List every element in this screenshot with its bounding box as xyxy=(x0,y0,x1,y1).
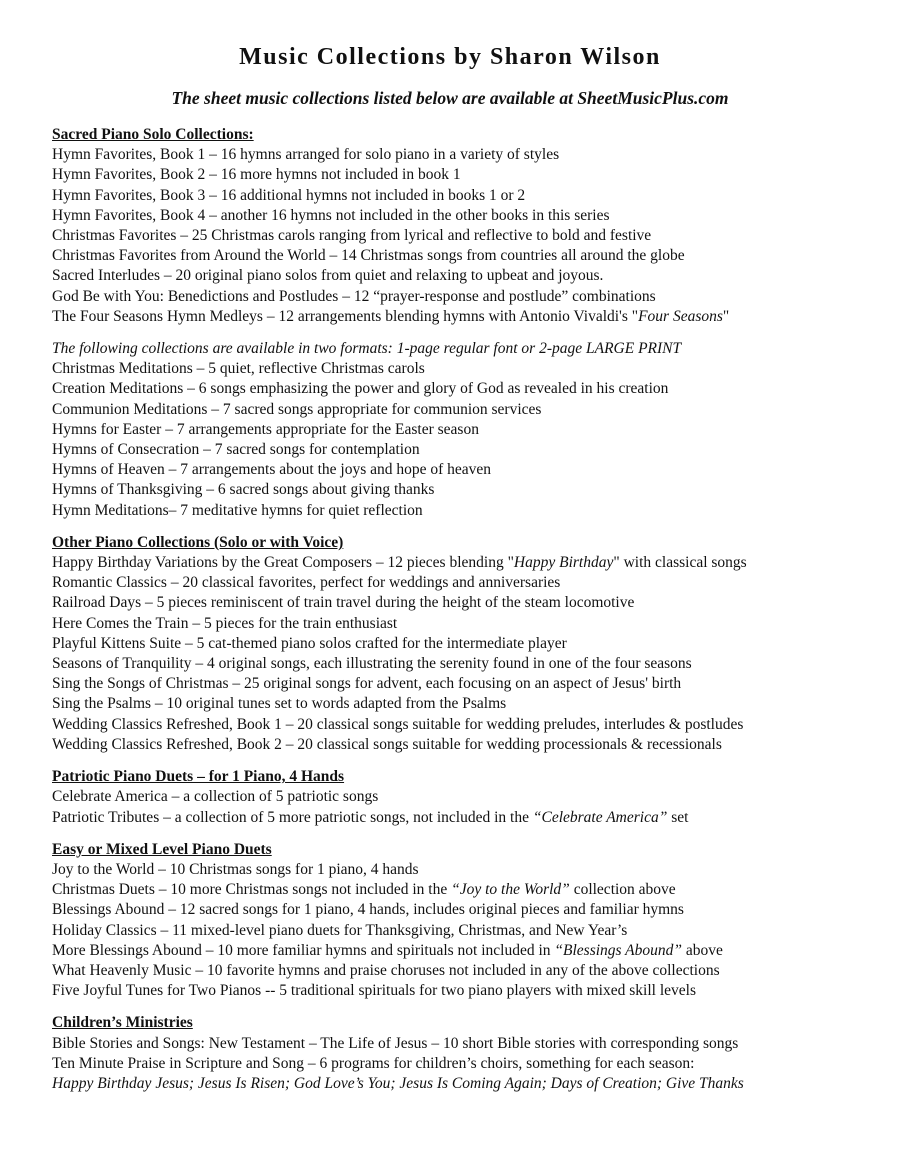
section-heading: Patriotic Piano Duets – for 1 Piano, 4 Hands xyxy=(52,768,345,786)
item-text: set xyxy=(667,808,689,826)
list-item: Joy to the World – 10 Christmas songs for 1 piano, 4 hands xyxy=(52,860,419,878)
list-item: Holiday Classics – 11 mixed-level piano duets for Thanksgiving, Christmas, and New Year’s xyxy=(52,921,628,939)
item-italic-title: Happy Birthday xyxy=(513,554,614,572)
item-text: Happy Birthday Variations by the Great Composers – 12 pieces blending " xyxy=(52,554,514,572)
list-item: What Heavenly Music – 10 favorite hymns and praise choruses not included in any of the above collections xyxy=(52,961,720,979)
section-formats xyxy=(52,339,872,521)
formats-note: The following collections are available in two formats: 1-page regular font or 2-page LARGE PRINT xyxy=(52,340,682,358)
list-item: Wedding Classics Refreshed, Book 2 – 20 classical songs suitable for wedding processionals & recessionals xyxy=(52,735,722,753)
list-item: Hymns of Heaven – 7 arrangements about the joys and hope of heaven xyxy=(52,461,492,479)
list-item: Wedding Classics Refreshed, Book 1 – 20 classical songs suitable for wedding preludes, interludes & postludes xyxy=(52,715,744,733)
section-heading: Children’s Ministries xyxy=(52,1014,193,1032)
item-text: above xyxy=(682,941,723,959)
list-item: Sing the Psalms – 10 original tunes set to words adapted from the Psalms xyxy=(52,695,507,713)
list-item: Playful Kittens Suite – 5 cat-themed piano solos crafted for the intermediate player xyxy=(52,634,567,652)
list-item: Hymn Favorites, Book 1 – 16 hymns arranged for solo piano in a variety of styles xyxy=(52,146,560,164)
item-text: Patriotic Tributes – a collection of 5 more patriotic songs, not included in the xyxy=(52,808,533,826)
list-item: Hymns of Thanksgiving – 6 sacred songs about giving thanks xyxy=(52,481,435,499)
page-subtitle: The sheet music collections listed below are available at SheetMusicPlus.com xyxy=(171,88,729,108)
section-children xyxy=(52,1013,872,1094)
list-item: Christmas Meditations – 5 quiet, reflective Christmas carols xyxy=(52,360,425,378)
list-item: Sing the Songs of Christmas – 25 original songs for advent, each focusing on an aspect of Jesus' birth xyxy=(52,675,682,693)
item-italic-title: “Blessings Abound” xyxy=(554,941,683,959)
list-item xyxy=(52,941,872,961)
list-item: Here Comes the Train – 5 pieces for the train enthusiast xyxy=(52,614,398,632)
section-heading: Sacred Piano Solo Collections: xyxy=(52,126,254,143)
program-titles: Happy Birthday Jesus; Jesus Is Risen; God Love’s You; Jesus Is Coming Again; Days of Creation; Give Thanks xyxy=(52,1074,744,1092)
item-text: Christmas Duets – 10 more Christmas songs not included in the xyxy=(52,881,452,899)
list-item: Bible Stories and Songs: New Testament – The Life of Jesus – 10 short Bible stories with corresponding songs xyxy=(52,1034,739,1052)
list-item xyxy=(52,808,872,828)
list-item xyxy=(52,880,872,900)
list-item: Hymn Favorites, Book 4 – another 16 hymns not included in the other books in this series xyxy=(52,206,610,224)
list-item: Romantic Classics – 20 classical favorites, perfect for weddings and anniversaries xyxy=(52,574,561,592)
list-item: Christmas Favorites – 25 Christmas carols ranging from lyrical and reflective to bold and festive xyxy=(52,227,652,245)
item-italic-title: “Celebrate America” xyxy=(532,808,668,826)
list-item: Seasons of Tranquility – 4 original songs, each illustrating the serenity found in one of the four seasons xyxy=(52,655,692,673)
section-other xyxy=(52,533,872,755)
list-item: Hymn Favorites, Book 3 – 16 additional hymns not included in books 1 or 2 xyxy=(52,186,526,204)
list-item: Sacred Interludes – 20 original piano solos from quiet and relaxing to upbeat and joyous. xyxy=(52,267,604,285)
section-sacred xyxy=(52,125,872,327)
list-item: Railroad Days – 5 pieces reminiscent of train travel during the height of the steam locomotive xyxy=(52,594,635,612)
list-item: Hymns for Easter – 7 arrangements appropriate for the Easter season xyxy=(52,420,479,438)
list-item: Christmas Favorites from Around the World – 14 Christmas songs from countries all around the globe xyxy=(52,247,685,265)
item-italic-title: Four Seasons xyxy=(638,307,723,325)
list-item: Hymns of Consecration – 7 sacred songs for contemplation xyxy=(52,441,420,459)
list-item xyxy=(52,553,872,573)
item-text: More Blessings Abound – 10 more familiar hymns and spirituals not included in xyxy=(52,941,555,959)
item-text: The Four Seasons Hymn Medleys – 12 arrangements blending hymns with Antonio Vivaldi's " xyxy=(52,307,639,325)
list-item: Hymn Favorites, Book 2 – 16 more hymns not included in book 1 xyxy=(52,166,461,184)
section-patriotic xyxy=(52,767,872,828)
section-heading: Other Piano Collections (Solo or with Voice) xyxy=(52,533,344,551)
list-item: Communion Meditations – 7 sacred songs appropriate for communion services xyxy=(52,400,542,418)
item-text: collection above xyxy=(569,881,676,899)
list-item: Creation Meditations – 6 songs emphasizing the power and glory of God as revealed in his creation xyxy=(52,380,669,398)
section-heading: Easy or Mixed Level Piano Duets xyxy=(52,840,272,858)
list-item: Five Joyful Tunes for Two Pianos -- 5 traditional spirituals for two piano players with mixed skill levels xyxy=(52,982,696,1000)
list-item: Celebrate America – a collection of 5 patriotic songs xyxy=(52,788,379,806)
document-body xyxy=(52,125,872,1106)
list-item: Hymn Meditations– 7 meditative hymns for quiet reflection xyxy=(52,501,423,519)
list-item: God Be with You: Benedictions and Postludes – 12 “prayer-response and postlude” combinations xyxy=(52,287,656,305)
list-item: Ten Minute Praise in Scripture and Song – 6 programs for children’s choirs, something for each season: xyxy=(52,1054,695,1072)
item-italic-title: “Joy to the World” xyxy=(451,881,570,899)
item-text: " with classical songs xyxy=(613,554,747,572)
list-item xyxy=(52,307,872,327)
item-text: " xyxy=(722,307,730,325)
section-duets xyxy=(52,840,872,1002)
list-item: Blessings Abound – 12 sacred songs for 1 piano, 4 hands, includes original pieces and familiar hymns xyxy=(52,901,684,919)
page-title: Music Collections by Sharon Wilson xyxy=(239,44,661,70)
